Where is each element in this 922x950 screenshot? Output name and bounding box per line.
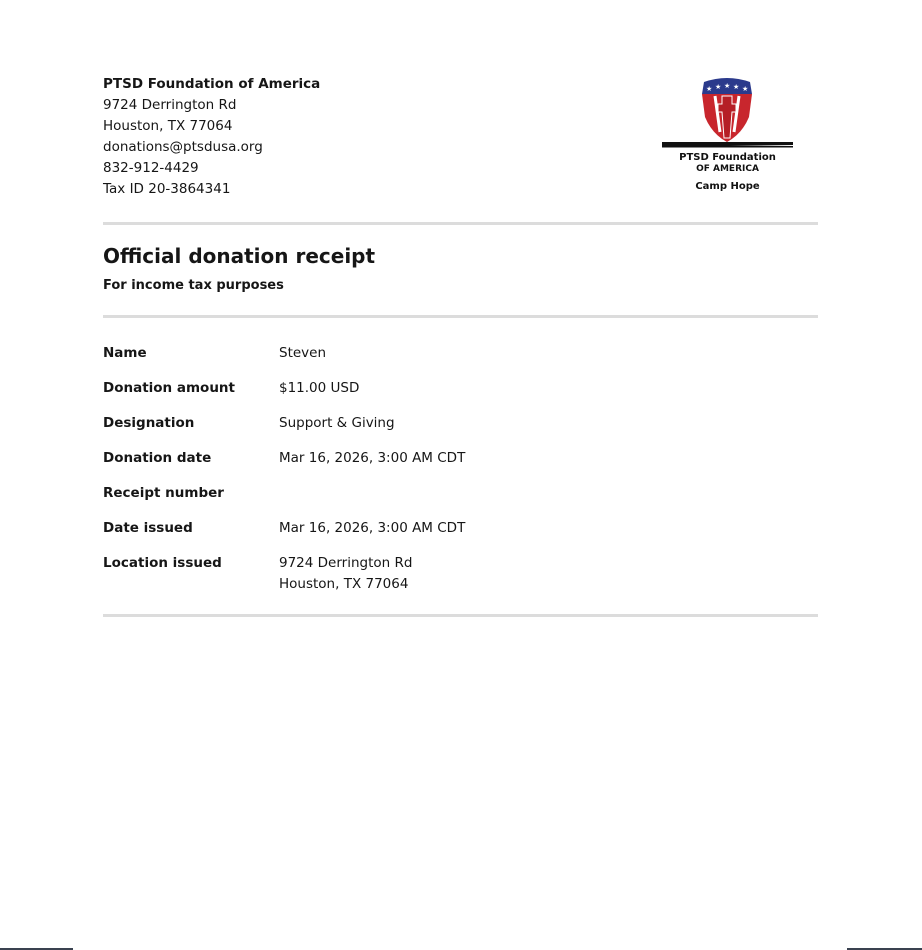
svg-text:★: ★ — [715, 83, 722, 91]
row-value: Mar 16, 2026, 3:00 AM CDT — [279, 450, 466, 466]
page-title: Official donation receipt — [103, 244, 376, 268]
organization-info — [103, 74, 320, 200]
row-value — [279, 553, 412, 595]
svg-text:of America: of America — [696, 164, 759, 174]
receipt-row-donation-amount — [103, 378, 818, 413]
row-value: $11.00 USD — [279, 380, 360, 396]
row-label: Name — [103, 345, 147, 361]
organization-address-line1: 9724 Derrington Rd — [103, 97, 237, 113]
svg-text:Camp Hope: Camp Hope — [695, 181, 760, 192]
receipt-row-receipt-number — [103, 483, 818, 518]
location-line1: 9724 Derrington Rd — [279, 555, 413, 571]
organization-tax-id: Tax ID 20-3864341 — [103, 181, 231, 197]
row-label: Location issued — [103, 555, 222, 571]
shield-logo-icon — [660, 72, 795, 197]
receipt-row-donation-date — [103, 448, 818, 483]
row-label: Date issued — [103, 520, 193, 536]
location-line2: Houston, TX 77064 — [279, 576, 409, 592]
svg-text:PTSD Foundation: PTSD Foundation — [679, 152, 776, 163]
row-value: Steven — [279, 345, 327, 361]
row-value: Mar 16, 2026, 3:00 AM CDT — [279, 520, 466, 536]
organization-logo — [660, 72, 795, 197]
row-value: Support & Giving — [279, 415, 395, 431]
organization-name: PTSD Foundation of America — [103, 76, 321, 92]
row-label: Receipt number — [103, 485, 224, 501]
row-label: Designation — [103, 415, 195, 431]
svg-text:★: ★ — [724, 82, 731, 90]
organization-address-line2: Houston, TX 77064 — [103, 118, 233, 134]
divider — [103, 614, 818, 617]
receipt-row-location-issued — [103, 553, 818, 595]
svg-text:★: ★ — [733, 83, 740, 91]
organization-phone: 832-912-4429 — [103, 160, 199, 176]
divider — [103, 222, 818, 225]
svg-text:★: ★ — [742, 85, 749, 93]
row-label: Donation date — [103, 450, 212, 466]
receipt-details — [103, 343, 818, 595]
page-subtitle: For income tax purposes — [103, 278, 284, 293]
row-label: Donation amount — [103, 380, 235, 396]
organization-email: donations@ptsdusa.org — [103, 139, 263, 155]
receipt-row-date-issued — [103, 518, 818, 553]
receipt-row-designation — [103, 413, 818, 448]
svg-text:★: ★ — [706, 85, 713, 93]
receipt-row-name — [103, 343, 818, 378]
divider — [103, 315, 818, 318]
